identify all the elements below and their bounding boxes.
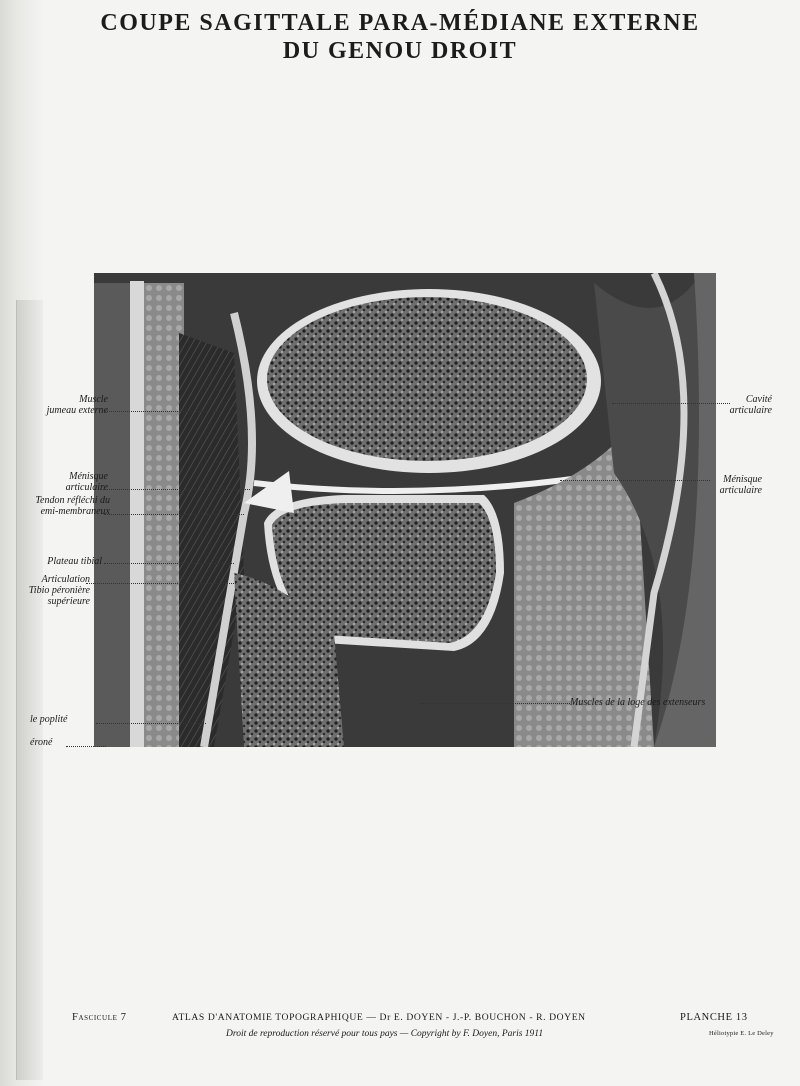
label-tendon [10, 495, 110, 517]
label-line: jumeau externe [46, 405, 108, 416]
label-line: articulaire [719, 485, 762, 496]
label-perone [30, 737, 52, 748]
title-line-2: DU GENOU DROIT [282, 38, 518, 64]
label-line: Muscle [79, 394, 108, 405]
label-line: emi-membraneux [40, 506, 110, 517]
label-plateau [20, 556, 102, 567]
label-line: Articulation [41, 574, 90, 585]
label-menisque-right [690, 474, 762, 496]
page-fold [16, 300, 43, 1080]
label-line: Ménisque [69, 471, 108, 482]
label-menisque-left [28, 471, 108, 493]
leader-line [86, 583, 236, 584]
label-line: Plateau tibial [47, 556, 102, 567]
label-line: Tibio péronière [28, 585, 90, 596]
label-line: le poplité [30, 714, 68, 725]
label-muscle-jumeau [36, 394, 108, 416]
label-articulation [10, 574, 90, 607]
title-line-1: COUPE SAGITTALE PARA-MÉDIANE EXTERNE [100, 10, 700, 36]
footer-planche: PLANCHE 13 [680, 1012, 748, 1023]
leader-line [104, 563, 234, 564]
label-line: Tendon réfléchi du [35, 495, 110, 506]
leader-line [66, 746, 106, 747]
label-line: articulaire [729, 405, 772, 416]
leader-line [104, 411, 220, 412]
label-line: Ménisque [723, 474, 762, 485]
footer-atlas: ATLAS D'ANATOMIE TOPOGRAPHIQUE — Dr E. DOYEN - J.-P. BOUCHON - R. DOYEN [172, 1012, 586, 1023]
label-line: Muscles de la loge des extenseurs [570, 697, 706, 708]
leader-line [96, 723, 206, 724]
label-line: articulaire [65, 482, 108, 493]
leader-line [560, 480, 710, 481]
leader-line [104, 514, 244, 515]
label-line: éroné [30, 737, 53, 748]
footer-copyright: Droit de reproduction réservé pour tous pays — Copyright by F. Doyen, Paris 1911 [226, 1029, 544, 1039]
footer-helio: Héliotypie E. Le Deley [709, 1030, 774, 1037]
label-poplite [30, 714, 68, 725]
label-line: Cavité [745, 394, 772, 405]
anatomical-plate [94, 273, 716, 747]
leader-line [420, 703, 570, 704]
knee-section-image [94, 273, 716, 747]
leader-line [100, 489, 250, 490]
label-line: supérieure [47, 596, 90, 607]
label-cavite [700, 394, 772, 416]
footer-fascicule: Fascicule 7 [72, 1012, 127, 1023]
label-muscles-extenseurs [570, 697, 705, 708]
binding-edge [0, 0, 44, 1086]
